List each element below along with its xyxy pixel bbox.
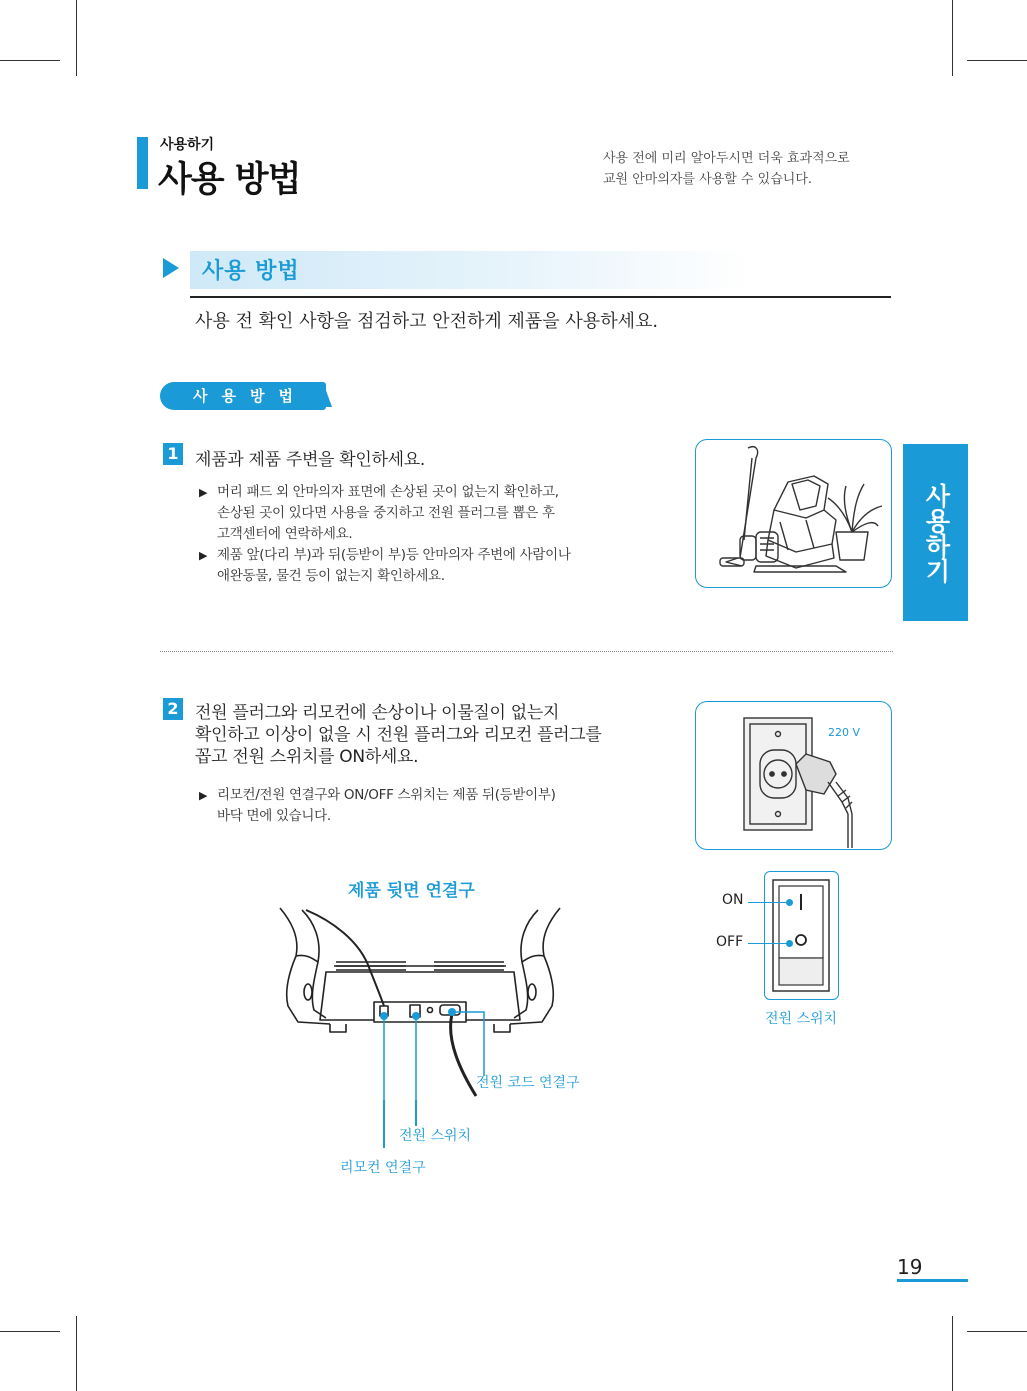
step-title-line: 꼽고 전원 스위치를 ON하세요. xyxy=(195,747,419,767)
header-description-line: 사용 전에 미리 알아두시면 더욱 효과적으로 xyxy=(603,151,850,166)
bullet-item xyxy=(199,482,639,545)
bullet-item xyxy=(199,545,639,587)
subsection-pill: 사용방법 xyxy=(160,382,326,410)
rear-diagram-title: 제품 뒷면 연결구 xyxy=(348,881,475,901)
crop-mark xyxy=(952,1316,953,1391)
crop-mark xyxy=(0,1331,60,1332)
step-title-line: 확인하고 이상이 없을 시 전원 플러그와 리모컨 플러그를 xyxy=(195,725,602,745)
rocker-switch-icon xyxy=(765,872,838,999)
rear-diagram xyxy=(270,900,570,1100)
leader-line xyxy=(748,902,788,903)
header-accent-bar xyxy=(137,137,148,189)
power-switch-illustration xyxy=(764,871,839,1000)
crop-mark xyxy=(0,60,60,61)
leader-line xyxy=(383,1100,385,1148)
bullet-line: 손상된 곳이 있다면 사용을 중지하고 전원 플러그를 뽑은 후 xyxy=(217,505,555,521)
step-title: 제품과 제품 주변을 확인하세요. xyxy=(195,450,426,470)
bullet-line: ▶ 머리 패드 외 안마의자 표면에 손상된 곳이 없는지 확인하고, xyxy=(217,484,559,500)
remote-port-label: 리모컨 연결구 xyxy=(340,1160,426,1176)
step-number-badge: 1 xyxy=(163,443,183,465)
bullet-line: 고객센터에 연락하세요. xyxy=(217,526,353,542)
switch-off-label: OFF xyxy=(716,934,744,950)
bullet-line: ▶ 리모컨/전원 연결구와 ON/OFF 스위치는 제품 뒤(등받이부) xyxy=(217,787,556,803)
crop-mark xyxy=(76,0,77,76)
bullet-item xyxy=(199,785,639,827)
power-switch-label: 전원 스위치 xyxy=(399,1128,472,1144)
switch-on-label: ON xyxy=(722,892,744,908)
leader-dot xyxy=(786,899,793,906)
crop-mark xyxy=(967,1331,1027,1332)
page-number: 19 xyxy=(897,1255,923,1279)
step-divider xyxy=(160,651,893,652)
header-category: 사용하기 xyxy=(160,137,215,153)
section-divider xyxy=(190,296,891,298)
leader-dot xyxy=(786,940,793,947)
chair-surroundings-illustration xyxy=(695,439,892,588)
leader-line xyxy=(748,943,788,944)
page-title: 사용 방법 xyxy=(158,160,301,200)
step-bullets xyxy=(199,785,639,827)
outlet-voltage: 220 V xyxy=(828,726,861,739)
section-title: 사용 방법 xyxy=(202,259,300,284)
outlet-illustration xyxy=(695,701,892,850)
side-chapter-label: 사용하기 xyxy=(922,482,951,583)
header-description-line: 교원 안마의자를 사용할 수 있습니다. xyxy=(603,172,813,187)
header-description xyxy=(603,148,850,190)
play-arrow-icon xyxy=(163,258,179,278)
side-chapter-tab xyxy=(903,444,968,621)
step-title-line: 전원 플러그와 리모컨에 손상이나 이물질이 없는지 xyxy=(195,703,560,723)
crop-mark xyxy=(967,60,1027,61)
bullet-line: 바닥 면에 있습니다. xyxy=(217,808,331,824)
power-outlet-icon xyxy=(696,702,891,849)
step-number-badge: 2 xyxy=(163,698,183,720)
step-title xyxy=(195,702,602,768)
crop-mark xyxy=(76,1316,77,1391)
bullet-line: ▶ 제품 앞(다리 부)과 뒤(등받이 부)등 안마의자 주변에 사람이나 xyxy=(217,547,571,563)
bullet-line: 애완동물, 물건 등이 없는지 확인하세요. xyxy=(217,568,445,584)
section-description: 사용 전 확인 사항을 점검하고 안전하게 제품을 사용하세요. xyxy=(195,311,659,332)
page-number-bar xyxy=(897,1279,968,1282)
switch-caption: 전원 스위치 xyxy=(765,1011,838,1027)
power-cord-port-label: 전원 코드 연결구 xyxy=(476,1075,580,1091)
crop-mark xyxy=(952,0,953,76)
step-bullets xyxy=(199,482,639,587)
chair-rear-icon xyxy=(270,900,570,1100)
leader-line xyxy=(415,1100,417,1126)
massage-chair-icon xyxy=(696,440,891,587)
